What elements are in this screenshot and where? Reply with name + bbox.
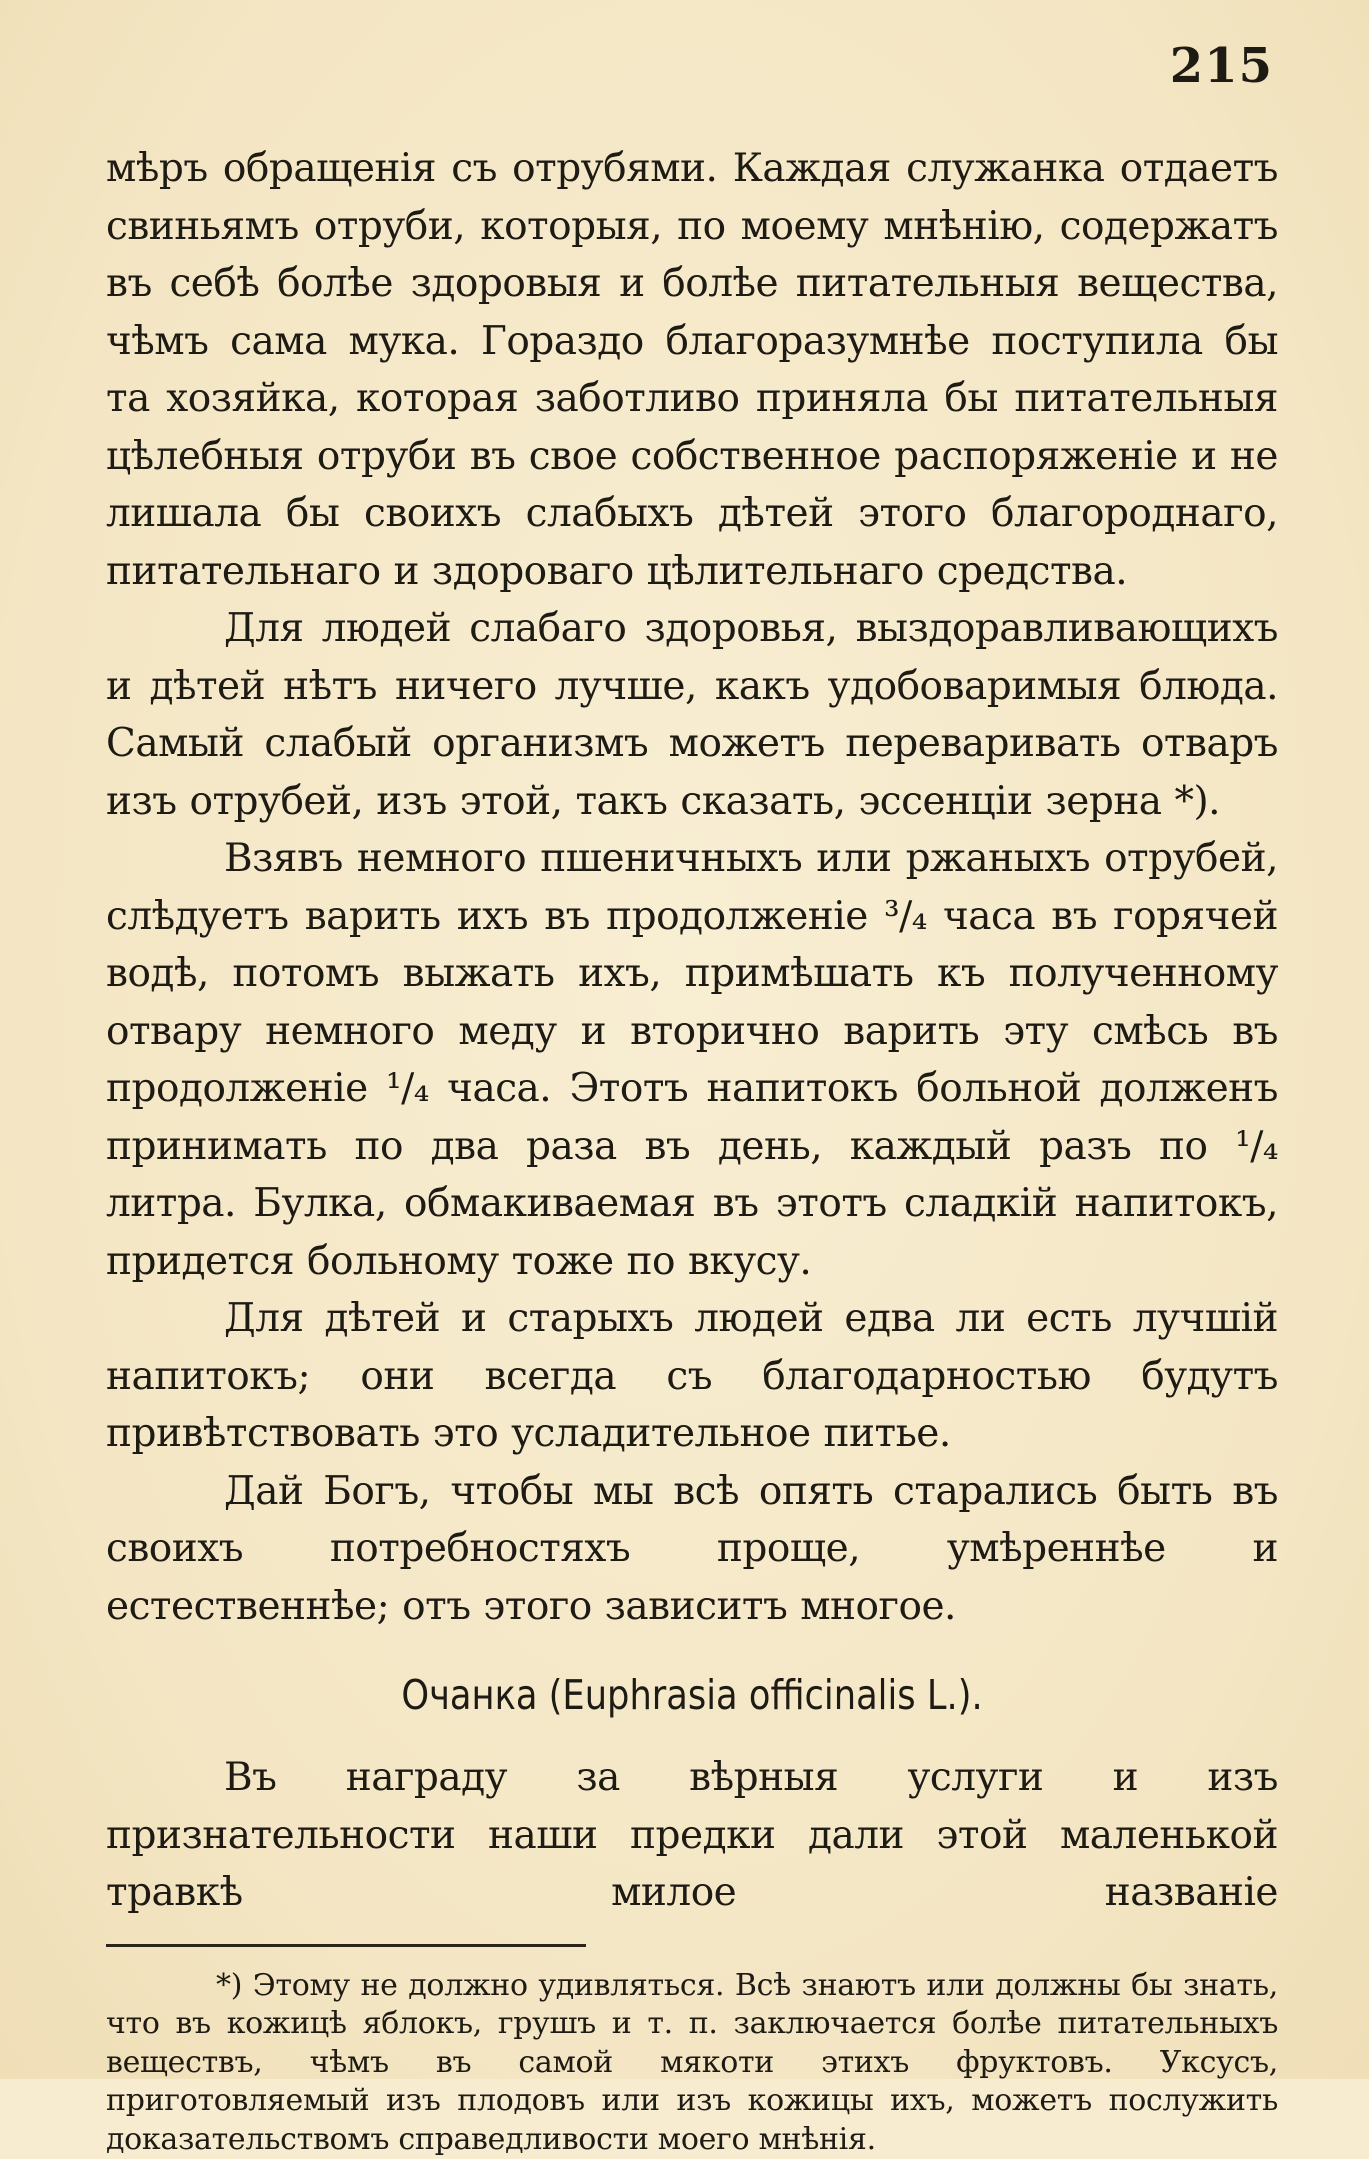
footnote-divider — [106, 1944, 586, 1947]
footnote: *) Этому не должно удивляться. Всѣ знаютъ или должны бы знать, что въ кожицѣ яблокъ, грушъ и т. п. заключается болѣе питательныхъ веществъ, чѣмъ въ самой мякоти этихъ фруктовъ. Уксусъ, приготовляемый изъ плодовъ или изъ кожицы ихъ, можетъ послужить доказательствомъ справедливости моего мнѣнія. — [106, 1967, 1278, 2159]
page-number: 215 — [1170, 38, 1273, 94]
paragraph-after-heading: Въ награду за вѣрныя услуги и изъ признательности наши предки дали этой маленькой травкѣ милое названіе — [106, 1749, 1278, 1922]
paragraph-5: Дай Богъ, чтобы мы всѣ опять старались быть въ своихъ потребностяхъ проще, умѣреннѣе и естественнѣе; отъ этого зависитъ многое. — [106, 1463, 1278, 1636]
paragraph-2: Для людей слабаго здоровья, выздоравливающихъ и дѣтей нѣтъ ничего лучше, какъ удобоваримыя блюда. Самый слабый организмъ можетъ переваривать отваръ изъ отрубей, изъ этой, такъ сказать, эссенціи зерна *). — [106, 600, 1278, 830]
paragraph-3: Взявъ немного пшеничныхъ или ржаныхъ отрубей, слѣдуетъ варить ихъ въ продолженіе ³/₄ часа въ горячей водѣ, потомъ выжать ихъ, примѣшать къ полученному отвару немного меду и вторично варить эту смѣсь въ продолженіе ¹/₄ часа. Этотъ напитокъ больной долженъ принимать по два раза въ день, каждый разъ по ¹/₄ литра. Булка, обмакиваемая въ этотъ сладкій напитокъ, придется больному тоже по вкусу. — [106, 830, 1278, 1290]
paragraph-1: мѣръ обращенія съ отрубями. Каждая служанка отдаетъ свиньямъ отруби, которыя, по моему мнѣнію, содержатъ въ себѣ болѣе здоровыя и болѣе питательныя вещества, чѣмъ сама мука. Гораздо благоразумнѣе поступила бы та хозяйка, которая заботливо приняла бы питательныя цѣлебныя отруби въ свое собственное распоряженіе и не лишала бы своихъ слабыхъ дѣтей этого благороднаго, питательнаго и здороваго цѣлительнаго средства. — [106, 140, 1278, 600]
section-heading: Очанка (Euphrasia officinalis L.). — [188, 1663, 1196, 1727]
paragraph-4: Для дѣтей и старыхъ людей едва ли есть лучшій напитокъ; они всегда съ благодарностью будутъ привѣтствовать это усладительное питье. — [106, 1290, 1278, 1463]
page-content — [106, 140, 1278, 2159]
